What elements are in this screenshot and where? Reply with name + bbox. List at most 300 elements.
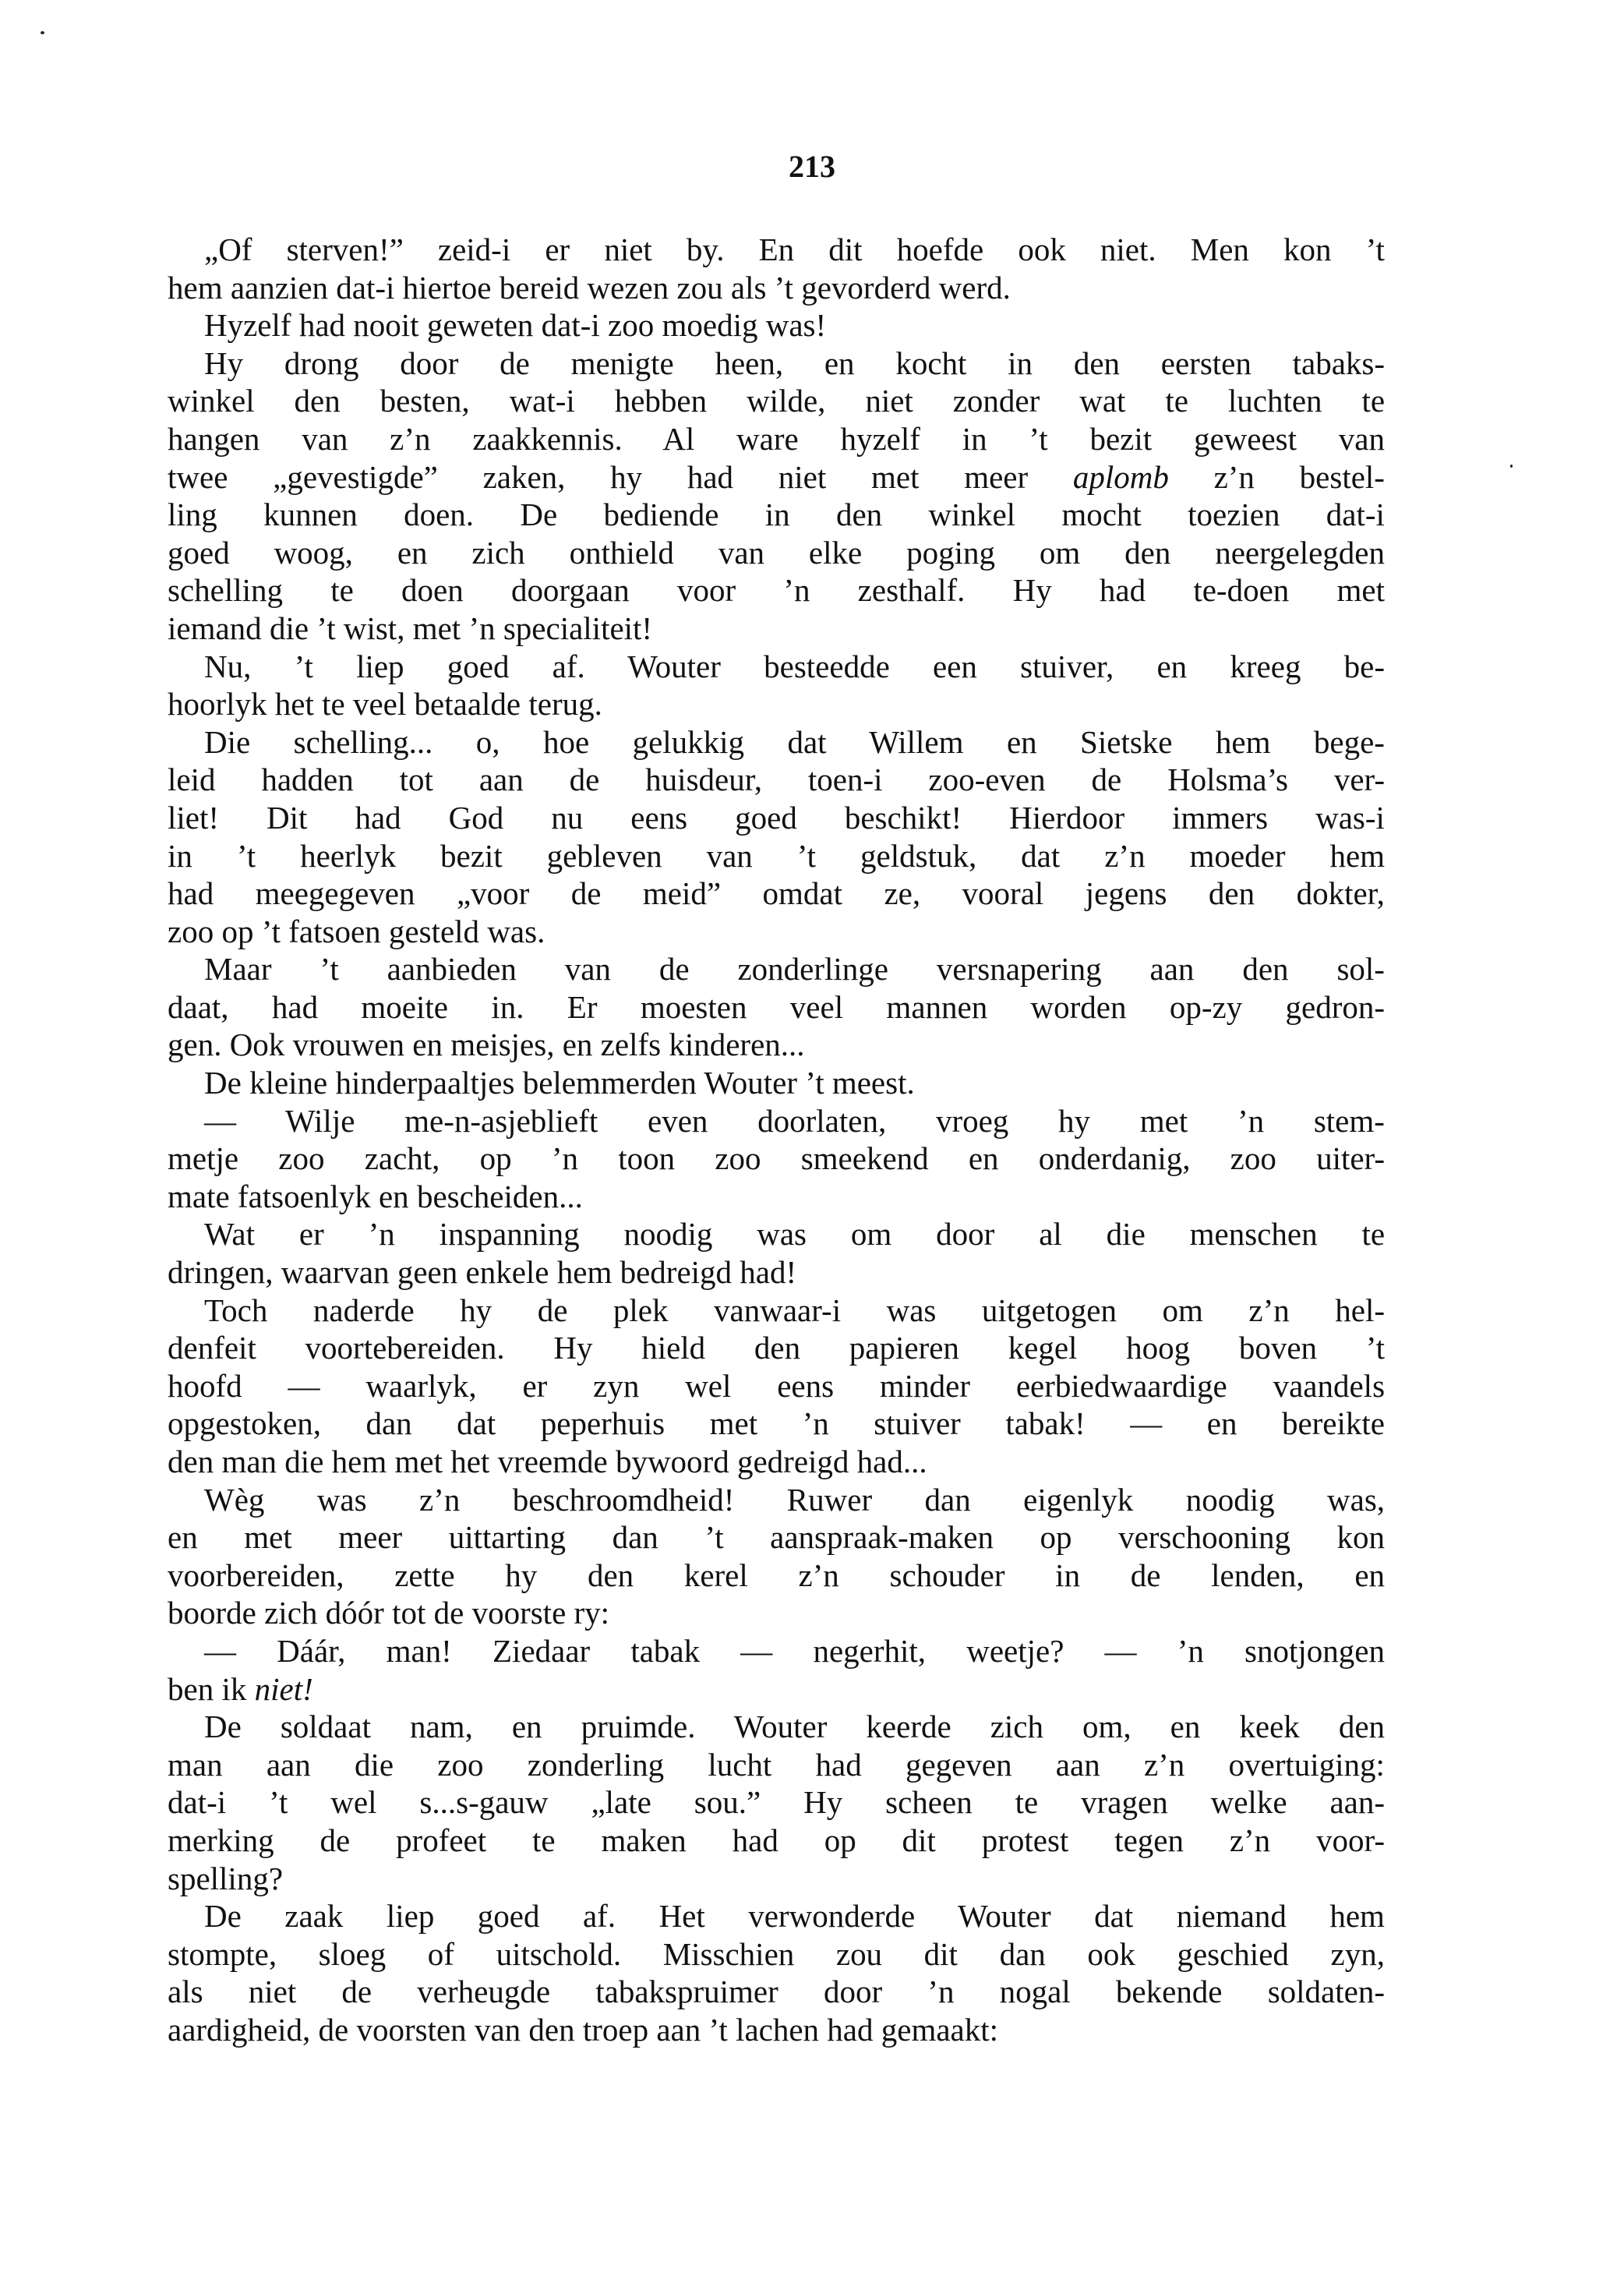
word: het [274,686,314,723]
word: aplomb [1072,458,1169,495]
word: verschooning [1118,1519,1290,1556]
text-line [168,1140,1385,1178]
word: smeekend [800,1140,929,1177]
word: tegen [1114,1822,1184,1858]
word: zoo [1230,1140,1276,1177]
word: toon [618,1140,676,1177]
word: dat [1021,837,1061,874]
word: hebben [614,383,708,419]
word: troep [582,2011,649,2048]
word: Wouter [627,648,721,684]
word: me-n-asjeblieft [404,1102,598,1139]
word: uitschold. [496,1935,622,1972]
word: aan [656,2011,701,2048]
word: om [1162,1292,1203,1328]
text-line [168,231,1385,269]
word: bescheiden... [416,1178,583,1214]
word: en [1156,648,1188,684]
word: in [962,420,987,457]
text-line-content [204,306,826,345]
text-line-content [168,1329,1385,1367]
word: had [827,2011,874,2048]
word: zesthalf. [857,572,966,609]
word: tot [392,1595,426,1631]
word: bestel- [1299,458,1385,495]
word: niet [604,231,652,267]
word: als [168,1974,203,2010]
word: maken [601,1822,687,1858]
word: hem [168,269,223,306]
scan-speck [1510,465,1513,468]
text-line-content [168,269,1011,307]
word: Sietske [1080,723,1173,760]
text-line-content [168,1935,1385,1974]
text-line [168,799,1385,837]
word: kon [1283,231,1332,267]
word: had [298,307,346,344]
word: betaalde [414,686,521,723]
word: Het [658,1898,705,1935]
word: mate [168,1178,230,1214]
word: ook [1087,1935,1135,1972]
text-line [168,534,1385,572]
word: belemmerden [522,1065,697,1101]
word: door [400,345,459,381]
word: zoo [278,1140,325,1177]
text-line-content [168,610,652,648]
word: hel- [1335,1292,1386,1328]
word: zyn [593,1367,640,1404]
word: goed [735,799,797,836]
word: Hy [204,345,244,381]
word: had [732,1822,778,1858]
word: aan [478,762,524,798]
word: neergelegden [1215,534,1385,571]
word: moesten [640,988,747,1025]
word: leid [168,762,216,798]
word: den [528,2011,575,2048]
word: gedreigd [736,1444,849,1479]
word: Toch [204,1292,268,1328]
text-line-content [168,875,1385,913]
word: in [168,837,192,874]
text-line [168,1594,1385,1632]
word: ver- [1333,762,1386,798]
word: hem [556,1254,613,1291]
word: z’n [1143,1746,1185,1783]
word: zelfs [600,1027,662,1063]
word: Hy [1012,572,1052,609]
text-line [168,1026,1385,1064]
text-line-content [204,1215,1385,1253]
word: al [1039,1216,1062,1253]
word: aan- [1329,1784,1386,1821]
word: geweest [1193,420,1297,457]
word: zaakkennis. [472,420,623,457]
text-line-content [204,1102,1385,1140]
word: zoo-even [928,762,1046,798]
text-line-content [204,950,1385,988]
word: den [1208,875,1255,912]
word: Holsma’s [1167,762,1288,798]
word: man [221,1444,277,1479]
word: Dáár, [277,1632,346,1669]
word: moeder [1189,837,1286,874]
text-line [168,723,1385,762]
text-line [168,1670,1385,1709]
word: „voor [456,875,530,912]
word: te [532,1822,556,1858]
word: den [1073,345,1121,381]
word: boven [1238,1330,1318,1366]
word: met [412,610,461,646]
word: ’t [1029,420,1048,457]
word: met [1336,572,1385,609]
text-line [168,1292,1385,1330]
word: dan [999,1935,1046,1972]
word: doorlaten, [757,1102,887,1139]
word: schelling... [293,723,433,760]
word: uiter- [1316,1140,1386,1177]
word: immers [1172,799,1269,836]
word: die [284,1444,324,1479]
word: ’n [551,1140,578,1177]
word: z’n [390,420,431,457]
word: dat-i [541,307,600,344]
word: aanbieden [387,951,517,988]
word: niet! [254,1670,313,1707]
text-line [168,345,1385,383]
word: z’n [1104,837,1146,874]
word: ling [168,497,217,533]
word: dat-i [1326,497,1385,533]
word: o, [475,723,500,760]
word: niet [778,458,827,495]
word: dit [828,231,863,267]
word: meegegeven [255,875,415,912]
word: de [569,762,600,798]
text-line-content [204,1632,1385,1670]
word: zeid-i [437,231,511,267]
word: had [355,799,401,836]
word: ’t [320,951,339,988]
word: terug. [528,686,602,723]
word: goed [447,648,510,684]
word: tabak [630,1632,701,1669]
word: ware [736,420,799,457]
word: van [474,2011,521,2048]
word: scheen [885,1784,973,1821]
word: er [545,231,570,267]
word: zoo [608,307,655,344]
paragraph [168,1632,1385,1708]
text-line [168,2011,1385,2049]
word: er [522,1367,548,1404]
word: nogal [999,1974,1071,2010]
word: die [1106,1216,1146,1253]
word: hem [331,1444,387,1479]
text-line-content [168,1026,805,1064]
text-line [168,1973,1385,2011]
word: tot [399,762,433,798]
word: had! [740,1254,797,1291]
word: soldaat [280,1709,371,1745]
word: z’n [418,1481,461,1518]
word: had... [856,1444,927,1479]
word: de [500,345,530,381]
word: z’n [1248,1292,1290,1328]
word: voorste [471,1595,567,1631]
word: vrouwen [292,1027,405,1063]
word: bereid [499,269,580,306]
word: woog, [274,534,353,571]
word: aanspraak-maken [770,1519,994,1556]
text-line-content [168,2011,998,2049]
text-line-content [168,1557,1385,1595]
word: die [354,1746,394,1783]
word: zoo [168,913,214,949]
word: Hierdoor [1009,799,1125,836]
word: noodig [1185,1481,1275,1518]
text-line [168,1367,1385,1405]
word: drong [284,345,359,381]
word: voorsten [356,2011,467,2048]
text-line [168,458,1385,497]
word: tabak! [1005,1405,1086,1442]
word: — [288,1367,320,1404]
word: dringen, [168,1254,274,1291]
word: als [730,269,767,306]
word: en [378,1178,409,1214]
word: geldstuk, [860,837,977,874]
word: menschen [1189,1216,1318,1253]
word: en [1206,1405,1237,1442]
word: de [1091,762,1122,798]
word: dit [902,1822,936,1858]
word: was [316,1481,367,1518]
paragraph [168,306,1385,345]
word: van [302,420,348,457]
word: zich [264,1595,318,1631]
word: eens [777,1367,835,1404]
word: be- [1343,648,1386,684]
text-line-content [168,761,1385,799]
word: eerbiedwaardige [1015,1367,1227,1404]
word: gelukkig [632,723,745,760]
text-line [168,1557,1385,1595]
word: hield [641,1330,706,1366]
word: moeite [361,988,448,1025]
word: nooit [353,307,419,344]
word: protest [981,1822,1069,1858]
word: den [1242,951,1289,988]
word: met [1139,1102,1188,1139]
word: bediende [603,497,719,533]
word: kocht [895,345,967,381]
word: geen [397,1254,458,1291]
word: metje [168,1140,239,1177]
word: wat-i [509,383,575,419]
word: ’t [294,648,313,684]
word: toezien [1188,497,1280,533]
word: meer [964,458,1029,495]
word: man! [386,1632,452,1669]
word: winkel [928,497,1016,533]
word: — [204,1102,236,1139]
word: Wouter [704,1065,798,1101]
text-line-content [168,496,1385,534]
paragraph [168,723,1385,951]
text-line [168,837,1385,875]
word: dan [924,1481,971,1518]
word: aan [1055,1746,1100,1783]
word: de [318,2011,349,2048]
word: had [168,875,214,912]
text-line [168,306,1385,345]
word: fatsoen [288,913,381,949]
text-line-content [168,837,1385,875]
word: Misschien [662,1935,795,1972]
word: doen. [404,497,475,533]
text-line [168,988,1385,1027]
word: negerhit, [813,1632,927,1669]
word: kreeg [1230,648,1301,684]
word: Die [204,723,251,760]
word: enkele [465,1254,549,1291]
word: en [562,1027,593,1063]
word: de [570,875,602,912]
word: lucht [708,1746,772,1783]
word: ’t [1365,231,1385,267]
word: plek [613,1292,669,1328]
word: had [687,458,734,495]
word: gegeven [905,1746,1012,1783]
word: ook [1018,231,1066,267]
word: kunnen [263,497,358,533]
word: vroeg [935,1102,1009,1139]
paragraph [168,1292,1385,1481]
word: de [341,1974,372,2010]
word: de [433,1595,464,1631]
text-line [168,1329,1385,1367]
word: verheugde [417,1974,551,2010]
text-line [168,1405,1385,1443]
word: heen, [715,345,784,381]
word: gemaakt: [881,2011,999,2048]
text-line [168,875,1385,913]
word: soldaten- [1267,1974,1385,2010]
word: in [1055,1557,1081,1593]
word: weetje? [966,1632,1064,1669]
word: zaken, [482,458,566,495]
word: Ook [229,1027,285,1063]
word: met [870,458,920,495]
word: eigenlyk [1023,1481,1134,1518]
word: beschroomdheid! [512,1481,735,1518]
word: hoorlyk [168,686,267,723]
word: niet [865,383,913,419]
word: in. [491,988,524,1025]
word: sou.” [694,1784,761,1821]
word: den [754,1330,801,1366]
word: eens [630,799,688,836]
word: denfeit [168,1330,256,1366]
word: te-doen [1193,572,1290,609]
word: — [1104,1632,1137,1669]
word: menigte [570,345,674,381]
word: eersten [1160,345,1252,381]
word: te [1165,383,1188,419]
word: uittarting [448,1519,567,1556]
word: geschied [1177,1935,1289,1972]
text-line [168,1253,1385,1292]
word: hoog [1126,1330,1191,1366]
word: niet [248,1974,297,2010]
word: God [448,799,504,836]
word: vaandels [1273,1367,1386,1404]
word: zou [676,269,723,306]
word: beschikt! [844,799,962,836]
word: meest. [831,1065,915,1101]
text-line-content [204,1292,1385,1330]
word: had [271,988,319,1025]
word: waarlyk, [365,1367,477,1404]
text-line-content [168,913,545,951]
word: en [824,345,855,381]
word: de [320,1822,351,1858]
text-line [168,685,1385,723]
word: schouder [889,1557,1005,1593]
word: keek [1239,1709,1300,1745]
text-line [168,1935,1385,1974]
word: van [706,837,753,874]
word: de [658,951,690,988]
word: op [824,1822,856,1858]
word: versnapering [936,951,1102,988]
text-line-content [168,685,602,723]
text-line-content [168,458,1385,497]
text-line [168,269,1385,307]
word: en [511,1709,542,1745]
word: Hy [803,1784,843,1821]
word: nam, [409,1709,473,1745]
word: en [1170,1709,1201,1745]
word: dan [365,1405,412,1442]
word: overtuiging: [1228,1746,1385,1783]
word: Hy [553,1330,593,1366]
word: ze, [884,875,921,912]
word: af. [582,1898,616,1935]
word: te [322,686,345,723]
word: meid” [642,875,722,912]
word: bywoord [615,1444,729,1479]
text-line [168,1215,1385,1253]
word: wilde, [747,383,826,419]
body-text [168,231,1385,2049]
paragraph [168,1481,1385,1632]
text-line [168,1518,1385,1557]
word: kegel [1008,1330,1078,1366]
word: bedreigd [620,1254,733,1291]
word: hoe [542,723,590,760]
word: vooral [962,875,1044,912]
text-line-content [168,1178,583,1216]
word: hem [1329,1898,1385,1935]
word: had [815,1746,862,1783]
text-line-content [168,1443,927,1481]
word: was. [487,913,545,949]
word: welke [1210,1784,1287,1821]
